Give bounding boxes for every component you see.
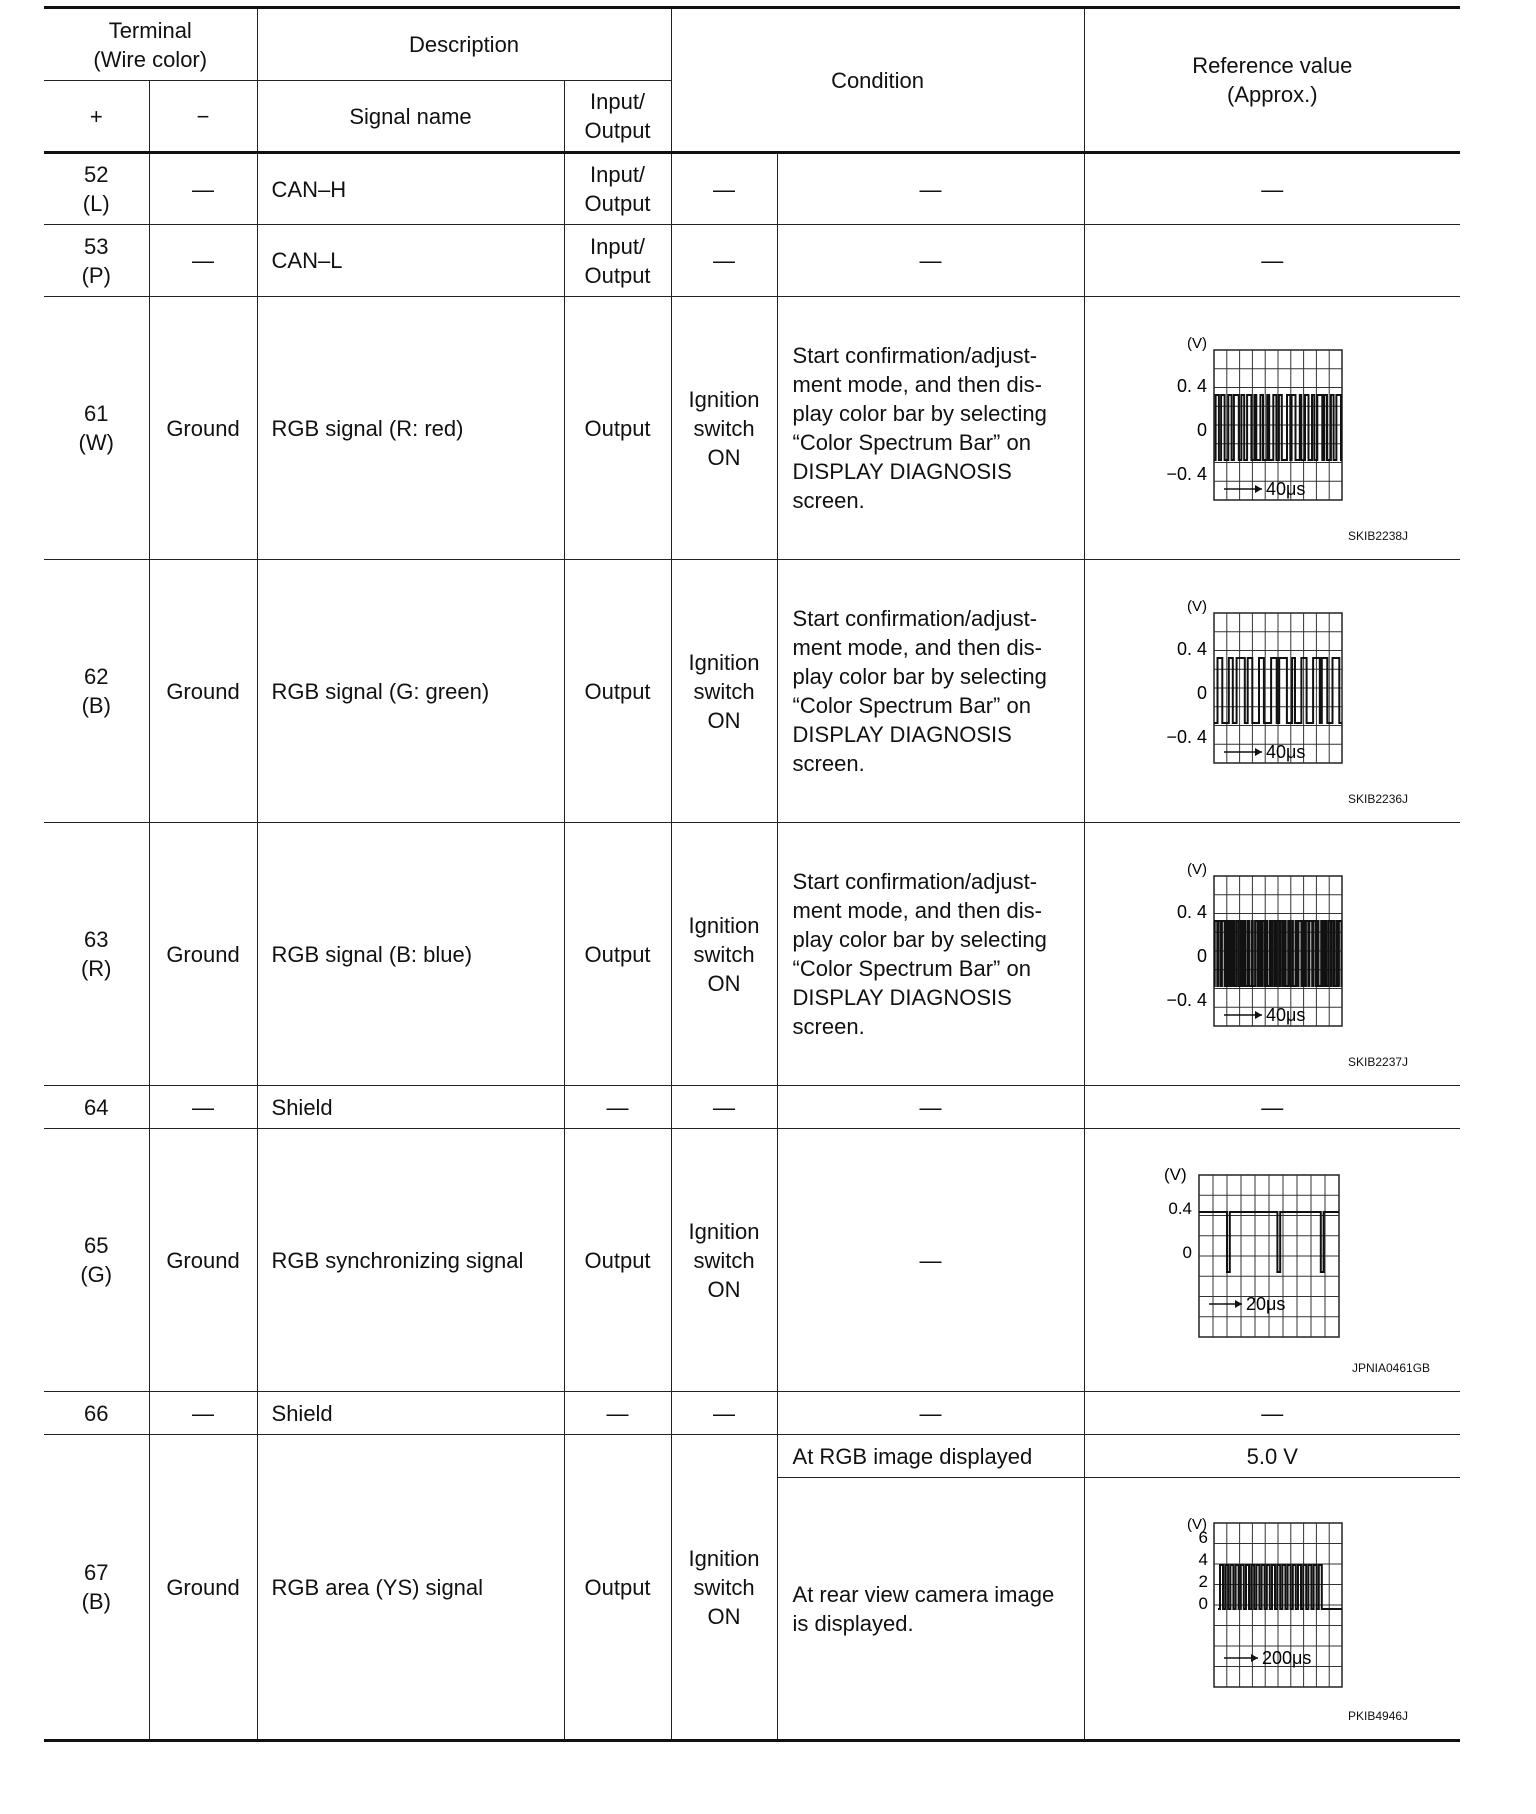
table-row [44, 297, 1460, 560]
condition-detail-cell: — [777, 1086, 1084, 1129]
figure-code: SKIB2238J [1348, 529, 1409, 543]
signal-name-cell: RGB area (YS) signal [257, 1435, 564, 1741]
terminal-cell: 65 (G) [44, 1129, 149, 1392]
reference-cell: 5.0 V [1084, 1435, 1460, 1478]
table-row [44, 1435, 1460, 1478]
io-cell: Output [564, 1129, 671, 1392]
condition-cell: Ignition switch ON [671, 560, 777, 823]
timebase-label: 200μs [1262, 1647, 1312, 1668]
ytick-label: 0 [1182, 1243, 1193, 1262]
reference-waveform-cell [1084, 1478, 1460, 1741]
ytick-label: 6 [1198, 1527, 1209, 1547]
minus-cell: Ground [149, 560, 257, 823]
ytick-label: 0. 4 [1177, 902, 1208, 922]
signal-name-cell: RGB signal (R: red) [257, 297, 564, 560]
signal-name-cell: RGB signal (G: green) [257, 560, 564, 823]
io-cell: Output [564, 1435, 671, 1741]
signal-trace [1218, 1565, 1342, 1609]
ytick-label: 0 [1197, 946, 1208, 966]
terminal-cell: 66 [44, 1392, 149, 1435]
io-cell: — [564, 1086, 671, 1129]
table-row [44, 1129, 1460, 1392]
terminal-reference-table [44, 6, 1460, 1742]
timebase-label: 20μs [1246, 1294, 1286, 1314]
terminal-cell: 62 (B) [44, 560, 149, 823]
arrowhead-icon [1255, 485, 1262, 493]
condition-detail-cell: — [777, 153, 1084, 225]
unit-label: (V) [1187, 598, 1208, 615]
header-terminal: Terminal (Wire color) [44, 8, 257, 81]
header-condition: Condition [671, 8, 1084, 153]
signal-trace [1214, 395, 1342, 460]
table-row [44, 225, 1460, 297]
figure-code: SKIB2237J [1348, 1055, 1409, 1069]
condition-detail-cell: — [777, 1129, 1084, 1392]
arrowhead-icon [1255, 1011, 1262, 1019]
condition-cell: Ignition switch ON [671, 1435, 777, 1741]
signal-name-cell: CAN–H [257, 153, 564, 225]
condition-cell: Ignition switch ON [671, 1129, 777, 1392]
header-plus: + [44, 81, 149, 153]
figure-code: PKIB4946J [1348, 1709, 1409, 1723]
terminal-cell: 53 (P) [44, 225, 149, 297]
timebase-label: 40μs [1266, 479, 1306, 499]
ytick-label: 0.4 [1168, 1199, 1193, 1218]
ytick-label: −0. 4 [1166, 727, 1208, 747]
reference-cell: — [1084, 225, 1460, 297]
terminal-cell: 52 (L) [44, 153, 149, 225]
header-reference-value: Reference value (Approx.) [1084, 8, 1460, 153]
figure-code: JPNIA0461GB [1352, 1361, 1431, 1375]
condition-detail-cell: At RGB image displayed [777, 1435, 1084, 1478]
io-cell: Input/ Output [564, 225, 671, 297]
condition-detail-cell: At rear view camera image is displayed. [777, 1478, 1084, 1741]
minus-cell: — [149, 153, 257, 225]
io-cell: — [564, 1392, 671, 1435]
unit-label: (V) [1187, 861, 1208, 878]
signal-name-cell: Shield [257, 1392, 564, 1435]
header-signal-name: Signal name [257, 81, 564, 153]
ytick-label: 0. 4 [1177, 639, 1208, 659]
signal-name-cell: RGB signal (B: blue) [257, 823, 564, 1086]
signal-name-cell: Shield [257, 1086, 564, 1129]
table-row [44, 1086, 1460, 1129]
signal-name-cell: RGB synchronizing signal [257, 1129, 564, 1392]
table-row [44, 560, 1460, 823]
waveform-blue-svg [1122, 854, 1422, 1054]
reference-waveform-cell [1084, 1129, 1460, 1392]
terminal-cell: 64 [44, 1086, 149, 1129]
header-input-output: Input/ Output [564, 81, 671, 153]
condition-cell: — [671, 225, 777, 297]
ytick-label: 0. 4 [1177, 376, 1208, 396]
condition-cell: Ignition switch ON [671, 823, 777, 1086]
io-cell: Output [564, 560, 671, 823]
reference-cell: — [1084, 1392, 1460, 1435]
terminal-cell: 61 (W) [44, 297, 149, 560]
signal-name-cell: CAN–L [257, 225, 564, 297]
io-cell: Input/ Output [564, 153, 671, 225]
ytick-label: 0 [1197, 683, 1208, 703]
ytick-label: −0. 4 [1166, 464, 1208, 484]
condition-detail-cell: Start confirmation/adjust- ment mode, and then dis- play color bar by selecting “Color Spectrum Bar” on DISPLAY DIAGNOSIS screen. [777, 823, 1084, 1086]
io-cell: Output [564, 823, 671, 1086]
ytick-label: 2 [1198, 1571, 1209, 1591]
condition-detail-cell: — [777, 225, 1084, 297]
terminal-cell: 63 (R) [44, 823, 149, 1086]
ytick-label: −0. 4 [1166, 990, 1208, 1010]
waveform-sync-svg [1122, 1160, 1422, 1360]
reference-waveform-cell [1084, 297, 1460, 560]
minus-cell: — [149, 1086, 257, 1129]
table-row [44, 823, 1460, 1086]
unit-label: (V) [1187, 335, 1208, 352]
waveform-ys-svg [1122, 1509, 1422, 1709]
ytick-label: 0 [1198, 1593, 1209, 1613]
timebase-label: 40μs [1266, 1005, 1306, 1025]
arrowhead-icon [1255, 748, 1262, 756]
io-cell: Output [564, 297, 671, 560]
reference-waveform-cell [1084, 560, 1460, 823]
ytick-label: 4 [1198, 1549, 1209, 1569]
waveform-red-svg [1122, 328, 1422, 528]
reference-waveform-cell [1084, 823, 1460, 1086]
reference-cell: — [1084, 1086, 1460, 1129]
condition-cell: — [671, 1392, 777, 1435]
terminal-cell: 67 (B) [44, 1435, 149, 1741]
condition-detail-cell: — [777, 1392, 1084, 1435]
unit-label: (V) [1187, 1515, 1208, 1533]
ytick-label: 0 [1197, 420, 1208, 440]
table-row [44, 153, 1460, 225]
condition-cell: — [671, 1086, 777, 1129]
table-row [44, 1392, 1460, 1435]
minus-cell: — [149, 1392, 257, 1435]
minus-cell: Ground [149, 1435, 257, 1741]
condition-detail-cell: Start confirmation/adjust- ment mode, and then dis- play color bar by selecting “Color Spectrum Bar” on DISPLAY DIAGNOSIS screen. [777, 560, 1084, 823]
minus-cell: Ground [149, 823, 257, 1086]
waveform-green-svg [1122, 591, 1422, 791]
header-description: Description [257, 8, 671, 81]
timebase-label: 40μs [1266, 742, 1306, 762]
reference-cell: — [1084, 153, 1460, 225]
minus-cell: Ground [149, 297, 257, 560]
minus-cell: Ground [149, 1129, 257, 1392]
figure-code: SKIB2236J [1348, 792, 1409, 806]
unit-label: (V) [1164, 1165, 1187, 1184]
condition-detail-cell: Start confirmation/adjust- ment mode, and then dis- play color bar by selecting “Color Spectrum Bar” on DISPLAY DIAGNOSIS screen. [777, 297, 1084, 560]
condition-cell: — [671, 153, 777, 225]
arrowhead-icon [1251, 1654, 1258, 1662]
minus-cell: — [149, 225, 257, 297]
header-minus: − [149, 81, 257, 153]
condition-cell: Ignition switch ON [671, 297, 777, 560]
